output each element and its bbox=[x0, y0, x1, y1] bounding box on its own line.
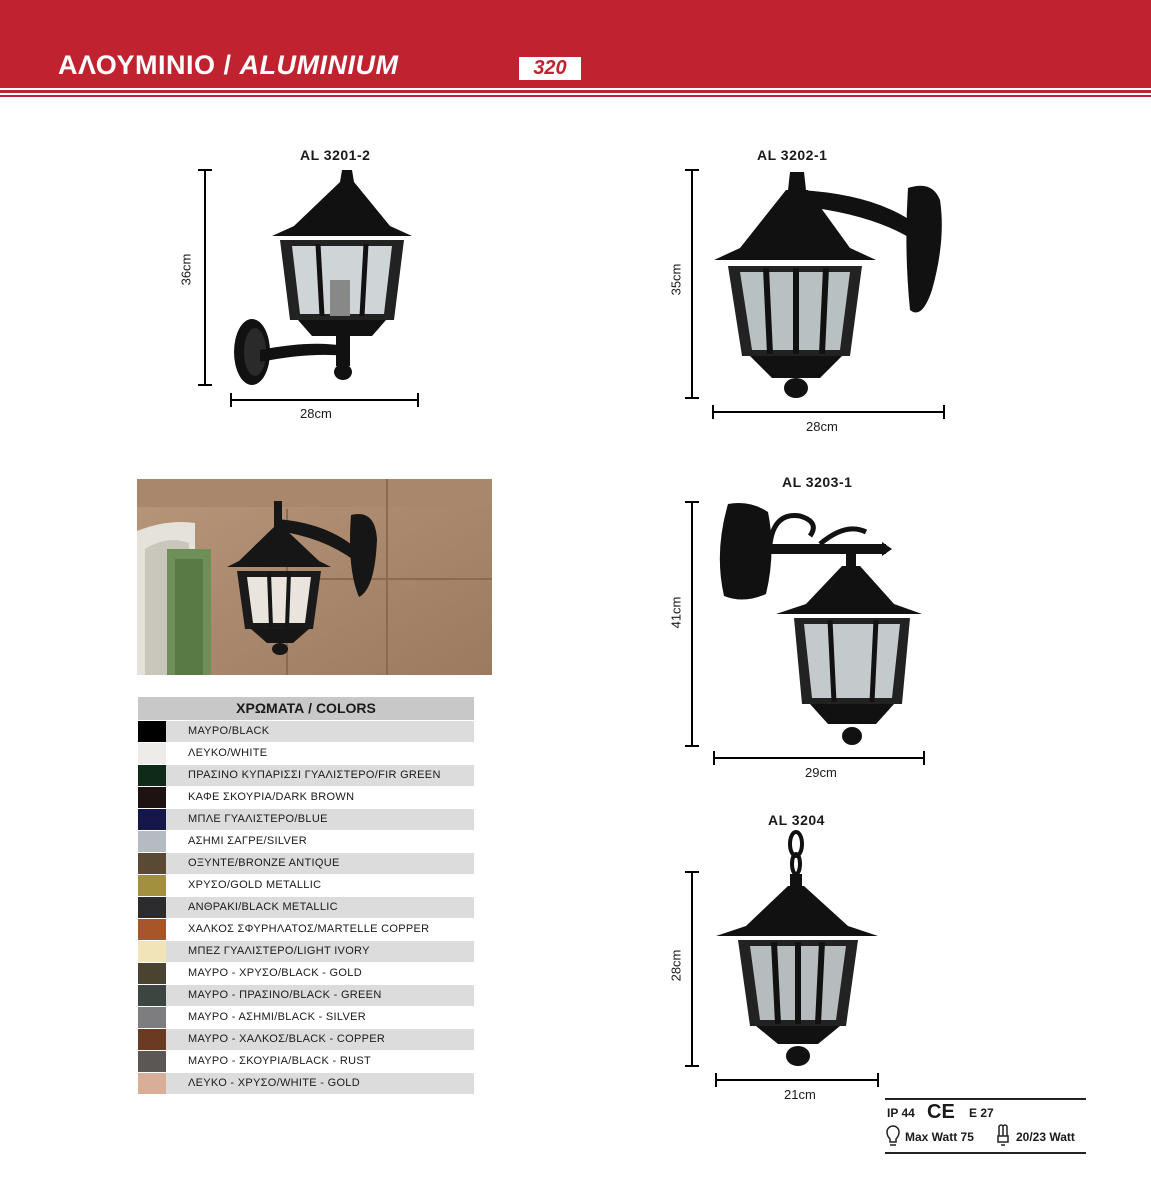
color-label: ΜΑΥΡΟ - ΣΚΟΥΡΙΑ/BLACK - RUST bbox=[166, 1051, 474, 1072]
color-label: ΜΠΕΖ ΓΥΑΛΙΣΤΕΡΟ/LIGHT IVORY bbox=[166, 941, 474, 962]
color-swatch bbox=[138, 875, 166, 896]
color-row bbox=[138, 963, 474, 984]
color-row bbox=[138, 831, 474, 852]
dim-height-3204: 28cm bbox=[668, 949, 684, 982]
lamp-3202-1-drawing bbox=[670, 160, 960, 430]
color-swatch bbox=[138, 919, 166, 940]
title-english: ALUMINIUM bbox=[239, 50, 399, 80]
color-row bbox=[138, 941, 474, 962]
color-label: ΠΡΑΣΙΝΟ ΚΥΠΑΡΙΣΣΙ ΓΥΑΛΙΣΤΕΡΟ/FIR GREEN bbox=[166, 765, 474, 786]
color-row bbox=[138, 1007, 474, 1028]
color-label: ΧΡΥΣΟ/GOLD METALLIC bbox=[166, 875, 474, 896]
specs-box bbox=[885, 1098, 1086, 1154]
color-swatch bbox=[138, 897, 166, 918]
color-row bbox=[138, 743, 474, 764]
color-row bbox=[138, 919, 474, 940]
header-stripes bbox=[0, 85, 1151, 101]
colors-list bbox=[138, 721, 474, 1094]
socket-type: E 27 bbox=[969, 1106, 994, 1120]
color-swatch bbox=[138, 765, 166, 786]
color-row bbox=[138, 721, 474, 742]
lamp-3203-1-drawing bbox=[670, 492, 960, 772]
ip-rating: IP 44 bbox=[887, 1106, 915, 1120]
color-swatch bbox=[138, 1007, 166, 1028]
color-swatch bbox=[138, 721, 166, 742]
color-label: ΜΠΛΕ ΓΥΑΛΙΣΤΕΡΟ/BLUE bbox=[166, 809, 474, 830]
color-label: ΧΑΛΚΟΣ ΣΦΥΡΗΛΑΤΟΣ/MARTELLE COPPER bbox=[166, 919, 474, 940]
color-swatch bbox=[138, 853, 166, 874]
color-row bbox=[138, 1029, 474, 1050]
color-label: ΑΣΗΜΙ ΣΑΓΡΕ/SILVER bbox=[166, 831, 474, 852]
color-label: ΛΕΥΚΟ/WHITE bbox=[166, 743, 474, 764]
color-swatch bbox=[138, 1051, 166, 1072]
lamp-3204-drawing bbox=[670, 830, 900, 1090]
color-row bbox=[138, 1073, 474, 1094]
product-code-3201-2: AL 3201-2 bbox=[300, 147, 371, 163]
title-greek: ΑΛΟΥΜΙΝΙΟ / bbox=[58, 50, 232, 80]
product-code-3203-1: AL 3203-1 bbox=[782, 474, 853, 490]
dim-width-3201-2: 28cm bbox=[300, 406, 332, 421]
color-label: ΜΑΥΡΟ/BLACK bbox=[166, 721, 474, 742]
energy-watt: 20/23 Watt bbox=[1016, 1130, 1075, 1144]
dim-width-3204: 21cm bbox=[784, 1087, 816, 1102]
ce-mark: CE bbox=[927, 1101, 955, 1123]
max-watt: Max Watt 75 bbox=[905, 1130, 974, 1144]
color-row bbox=[138, 897, 474, 918]
color-label: ΜΑΥΡΟ - ΧΡΥΣΟ/BLACK - GOLD bbox=[166, 963, 474, 984]
lamp-3201-2-drawing bbox=[180, 160, 440, 420]
colors-table-title: ΧΡΩΜΑΤΑ / COLORS bbox=[138, 697, 474, 720]
color-swatch bbox=[138, 743, 166, 764]
color-swatch bbox=[138, 831, 166, 852]
color-row bbox=[138, 853, 474, 874]
color-row bbox=[138, 787, 474, 808]
color-swatch bbox=[138, 985, 166, 1006]
color-row bbox=[138, 765, 474, 786]
color-label: ΛΕΥΚΟ - ΧΡΥΣΟ/WHITE - GOLD bbox=[166, 1073, 474, 1094]
color-swatch bbox=[138, 1029, 166, 1050]
color-label: ΚΑΦΕ ΣΚΟΥΡΙΑ/DARK BROWN bbox=[166, 787, 474, 808]
color-label: ΑΝΘΡΑΚΙ/BLACK METALLIC bbox=[166, 897, 474, 918]
color-row bbox=[138, 875, 474, 896]
colors-table bbox=[138, 697, 474, 1094]
dim-width-3202-1: 28cm bbox=[806, 419, 838, 434]
color-swatch bbox=[138, 941, 166, 962]
color-swatch bbox=[138, 787, 166, 808]
dim-height-3201-2: 36cm bbox=[178, 253, 194, 286]
energy-bulb-icon bbox=[995, 1124, 1011, 1148]
color-swatch bbox=[138, 963, 166, 984]
page-title bbox=[58, 50, 399, 81]
product-code-3204: AL 3204 bbox=[768, 812, 825, 828]
installation-photo bbox=[137, 479, 492, 675]
color-row bbox=[138, 809, 474, 830]
page-number: 320 bbox=[519, 57, 581, 80]
product-code-3202-1: AL 3202-1 bbox=[757, 147, 828, 163]
color-swatch bbox=[138, 1073, 166, 1094]
bulb-icon bbox=[885, 1124, 901, 1148]
color-label: ΜΑΥΡΟ - ΠΡΑΣΙΝΟ/BLACK - GREEN bbox=[166, 985, 474, 1006]
color-label: ΜΑΥΡΟ - ΧΑΛΚΟΣ/BLACK - COPPER bbox=[166, 1029, 474, 1050]
dim-width-3203-1: 29cm bbox=[805, 765, 837, 780]
color-row bbox=[138, 985, 474, 1006]
color-row bbox=[138, 1051, 474, 1072]
color-swatch bbox=[138, 809, 166, 830]
color-label: ΜΑΥΡΟ - ΑΣΗΜΙ/BLACK - SILVER bbox=[166, 1007, 474, 1028]
dim-height-3202-1: 35cm bbox=[668, 263, 684, 296]
dim-height-3203-1: 41cm bbox=[668, 596, 684, 629]
color-label: ΟΞΥΝΤΕ/BRONZE ANTIQUE bbox=[166, 853, 474, 874]
